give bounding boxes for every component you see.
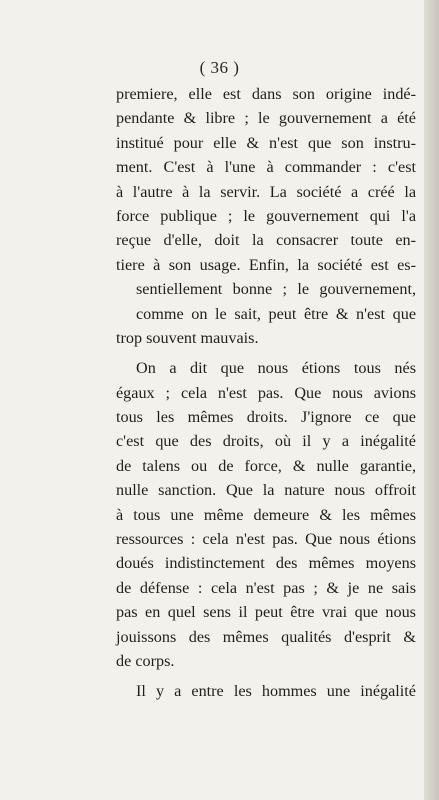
- text-line: tiere à son usage. Enfin, la société est es-: [116, 255, 416, 274]
- text-line: jouissons des mêmes qualités d'esprit &: [116, 627, 416, 646]
- text-line: à tous une même demeure & les mêmes: [116, 505, 416, 524]
- text-line: nulle sanction. Que la nature nous offroit: [116, 481, 416, 500]
- text-line: institué pour elle & n'est que son instru-: [116, 133, 416, 152]
- text-line: doués indistinctement des mêmes moyens: [116, 554, 416, 573]
- text-line: à l'autre à la servir. La société a créé la: [116, 182, 416, 201]
- text-line: comme on le sait, peut être & n'est que: [136, 304, 416, 323]
- text-line: pas en quel sens il peut être vrai que nous: [116, 603, 416, 622]
- text-line: de talens ou de force, & nulle garantie,: [116, 456, 416, 475]
- text-line: tous les mêmes droits. J'ignore ce que: [116, 408, 416, 427]
- text-line: force publique ; le gouvernement qui l'a: [116, 206, 416, 225]
- text-line: c'est que des droits, où il y a inégalité: [116, 432, 416, 451]
- body-text: [116, 82, 416, 704]
- text-line: ment. C'est à l'une à commander : c'est: [116, 158, 416, 177]
- text-line: sentiellement bonne ; le gouvernement,: [136, 280, 416, 299]
- text-line: de corps.: [116, 651, 175, 670]
- text-line: ressources : cela n'est pas. Que nous étions: [116, 530, 416, 549]
- text-line: trop souvent mauvais.: [116, 328, 259, 347]
- text-line: de défense : cela n'est pas ; & je ne sais: [116, 578, 416, 597]
- page-gutter: [424, 0, 439, 800]
- text-line: égaux ; cela n'est pas. Que nous avions: [116, 383, 416, 402]
- text-line: Il y a entre les hommes une inégalité: [136, 682, 416, 701]
- text-line: On a dit que nous étions tous nés: [136, 359, 416, 378]
- text-line: reçue d'elle, doit la consacrer toute en-: [116, 231, 416, 250]
- text-line: pendante & libre ; le gouvernement a été: [116, 109, 416, 128]
- text-line: premiere, elle est dans son origine indé-: [116, 85, 416, 103]
- page-number: ( 36 ): [199, 58, 240, 77]
